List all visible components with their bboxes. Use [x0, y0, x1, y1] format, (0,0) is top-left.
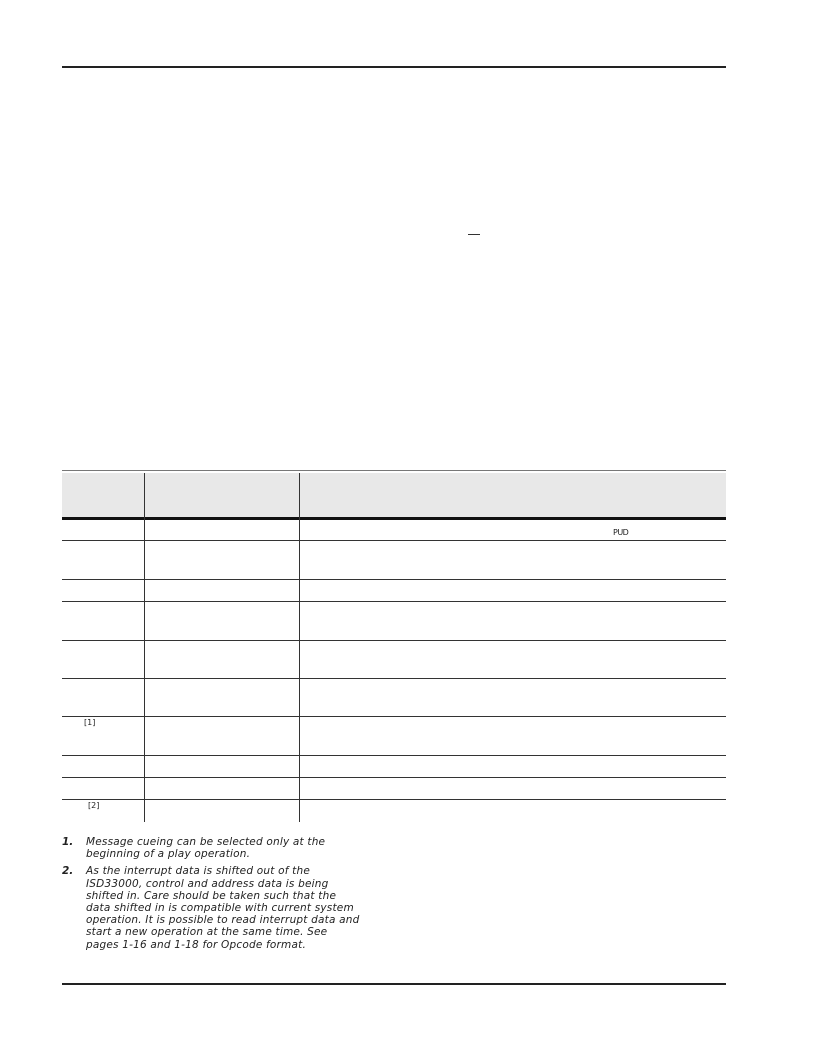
- table-header: [62, 473, 726, 517]
- table-top-line: [62, 470, 726, 471]
- row-divider: [62, 540, 726, 541]
- footnote-text-line: operation. It is possible to read interrupt data and: [86, 914, 360, 927]
- table-header-rule: [62, 517, 726, 520]
- row-divider: [62, 799, 726, 800]
- footnote-text-line: Message cueing can be selected only at the: [86, 836, 326, 848]
- footnote-text-line: start a new operation at the same time. See: [86, 926, 328, 939]
- footnote-text-line: pages 1-16 and 1-18 for Opcode format.: [86, 938, 306, 951]
- row-divider: [62, 777, 726, 778]
- footnote-text-line: data shifted in is compatible with current system: [86, 902, 354, 915]
- column-divider-2: [299, 473, 300, 822]
- footnote-ref-2: [2]: [88, 801, 100, 810]
- footnote-number: 2.: [62, 865, 74, 878]
- footnote-text-line: shifted in. Care should be taken such that the: [86, 889, 337, 902]
- bottom-rule: [62, 983, 726, 985]
- footnote-ref-1: [1]: [84, 718, 96, 727]
- footnote-2: [62, 865, 362, 950]
- row-divider: [62, 601, 726, 602]
- row-divider: [62, 640, 726, 641]
- column-divider-1: [144, 473, 145, 822]
- row-divider: [62, 755, 726, 756]
- pud-label: PUD: [613, 528, 629, 537]
- overbar-mark: [468, 234, 480, 235]
- footnote-number: 1.: [62, 836, 74, 848]
- row-divider: [62, 579, 726, 580]
- footnote-text-line: As the interrupt data is shifted out of the: [86, 865, 310, 878]
- footnote-text-line: beginning of a play operation.: [86, 848, 251, 861]
- row-divider: [62, 678, 726, 679]
- top-rule: [62, 66, 726, 68]
- footnotes: [62, 836, 362, 956]
- row-divider: [62, 716, 726, 717]
- footnote-1: [62, 836, 362, 860]
- footnote-text-line: ISD33000, control and address data is being: [86, 877, 329, 890]
